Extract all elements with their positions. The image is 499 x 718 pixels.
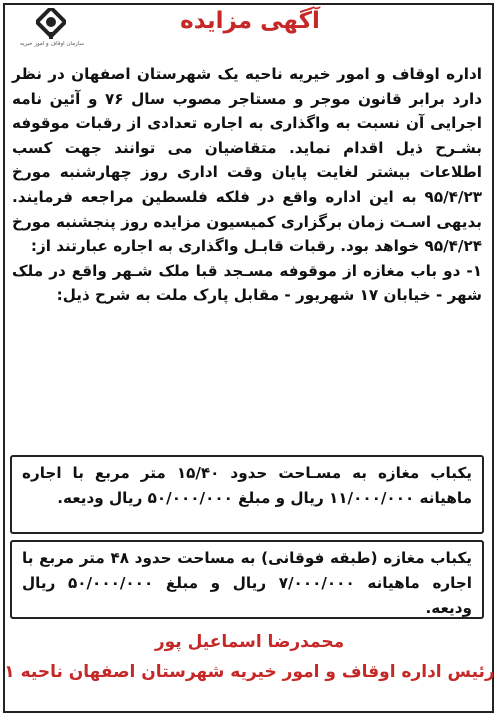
notice-title: آگهی مزایده [180, 8, 320, 34]
organization-logo [16, 8, 88, 60]
notice-body [12, 62, 482, 308]
emblem-icon [36, 8, 66, 40]
logo-caption: سازمان اوقاف و امور خیریه [20, 41, 84, 47]
shop-item-2: یکباب مغازه (طبقه فوقانی) به مساحت حدود ۴۸ متر مربع با اجاره ماهیانه ۷/۰۰۰/۰۰۰ ریال و مبلغ ۵۰/۰۰۰/۰۰۰ ریال ودیعه. [10, 540, 484, 619]
shop-item-1: یکباب مغازه به مسـاحت حدود ۱۵/۴۰ متر مربع با اجاره ماهیانه ۱۱/۰۰۰/۰۰۰ ریال و مبلغ ۵۰/۰۰۰/۰۰۰ ریال ودیعه. [10, 455, 484, 534]
item-1-description: ۱- دو باب مغازه از موقوفه مسـجد قبا ملک شـهر واقع در ملک شهر - خیابان ۱۷ شهریور - مقابل پارک ملت به شرح ذیل: [12, 261, 482, 305]
signatory-role: رئیس اداره اوقاف و امور خیریه شهرستان اصفهان ناحیه ۱ [4, 662, 495, 682]
signatory-name: محمدرضا اسماعیل پور [154, 632, 345, 652]
body-paragraph: اداره اوقاف و امور خیریه ناحیه یک شهرستان اصفهان در نظر دارد برابر قانون موجر و مستاجر مصوب سال ۷۶ و آئین نامه اجرایی آن نسبت به واگذاری به اجاره تعدادی از رقبات موقوفه بشـرح ذیل اقدام نماید. متقاضیان می توانند جهت کسب اطلاعات بیشتر لغایت پایان وقت اداری روز چهارشنبه مورخ ۹۵/۴/۲۳ به این اداره واقع در فلکه فلسطین مراجعه فرمایند. بدیهی اسـت زمان برگزاری کمیسیون مزایده روز پنجشنبه مورخ ۹۵/۴/۲۴ خواهد بود. رقبات قابـل واگذاری به اجاره عبارتند از: [12, 65, 482, 256]
